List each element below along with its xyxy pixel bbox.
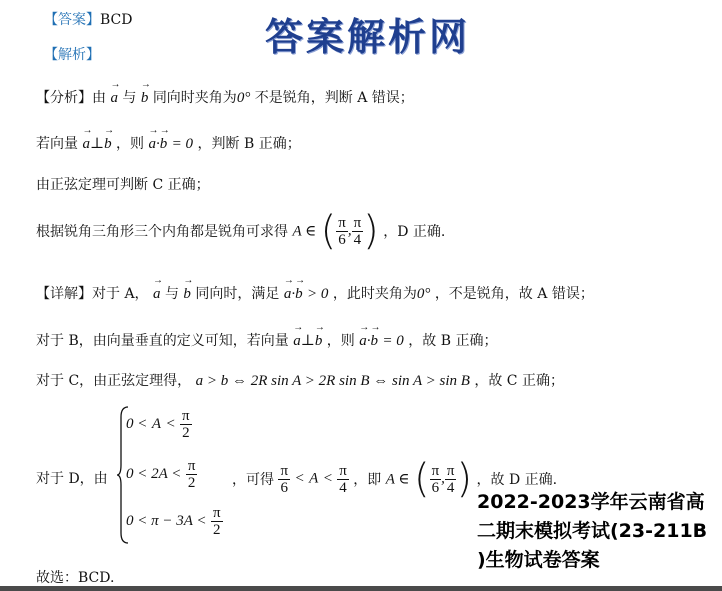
watermark-text — [477, 488, 707, 575]
xiangjie-line-2: 对于 B，由向量垂直的定义可知，若向量 → a⊥→ b ，则 → a·→ b = 0 ，故 B 正确； — [36, 330, 497, 350]
system-row-3: 0 < π − 3A < $\frac{\pi}{2}$ — [126, 505, 221, 538]
xiangjie-line-3: 对于 C，由正弦定理得， a > b ⇔ 2R sin A > 2R sin B ⇔ sin A > sin B ，故 C 正确； — [36, 373, 564, 389]
xiangjie-line-1: 【详解】对于 A， → a 与 → b 同向时，满足 → a·→ b > 0 ，此时夹角为0° ，不是锐角，故 A 错误； — [36, 283, 594, 303]
brand-logo: 答案解析网 — [265, 14, 471, 59]
conclusion: 故选：BCD. — [36, 570, 115, 586]
xiangjie-line-4-prefix: 对于 D，由 — [36, 471, 108, 487]
answer-tag-label: 【答案】 — [44, 12, 100, 28]
fenxi-line-3: 由正弦定理可判断 C 正确； — [36, 177, 210, 193]
watermark-line-2: 二期末模拟考试(23-211B — [477, 520, 708, 542]
bottom-border — [0, 586, 722, 591]
system-row-1: 0 < A < $\frac{\pi}{2}$ — [126, 408, 190, 441]
watermark-line-3: )生物试卷答案 — [477, 549, 600, 571]
analysis-tag: 【解析】 — [44, 47, 100, 63]
fenxi-line-1: 【分析】由 → a 与 → b 同向时夹角为0° 不是锐角，判断 A 错误； — [36, 87, 414, 107]
answer-value: BCD — [100, 12, 133, 28]
fenxi-line-2: 若向量 → a⊥→ b ，则 → a·→ b = 0 ，判断 B 正确； — [36, 133, 301, 153]
answer-tag — [44, 9, 132, 29]
xiangjie-line-4-result: ，可得 $\frac{\pi}{6}$ < A < $\frac{\pi}{4}$ ，即 A ∈ ( $\frac{\pi}{6}$ , $\frac{\pi}{4}$ ) ，故 D 正确. — [232, 456, 558, 502]
watermark-line-1: 2022-2023学年云南省高 — [477, 491, 705, 513]
fenxi-line-4: 根据锐角三角形三个内角都是锐角可求得 A ∈ ( $\frac{\pi}{6}$ , $\frac{\pi}{4}$ ) ，D 正确. — [36, 208, 446, 254]
system-row-2: 0 < 2A < $\frac{\pi}{2}$ — [126, 458, 196, 491]
